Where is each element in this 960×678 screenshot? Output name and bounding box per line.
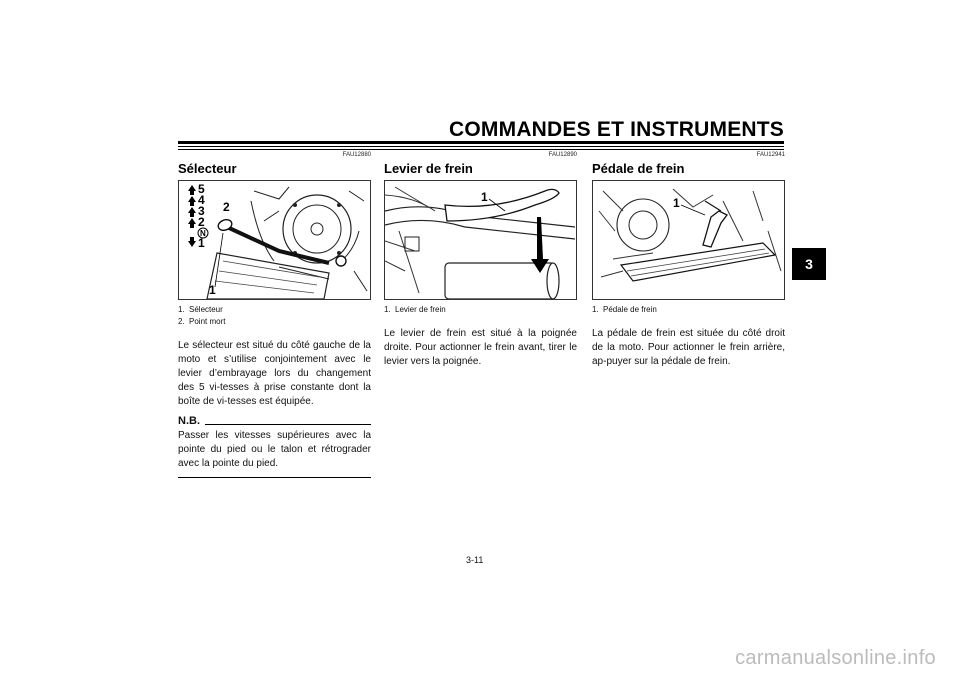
section-body: Le levier de frein est situé à la poignée droite. Pour actionner le frein avant, tirer le levier vers la poignée.: [384, 328, 577, 367]
brake-lever-figure: [384, 180, 577, 300]
page-number: 3-11: [466, 555, 484, 565]
section-body: La pédale de frein est située du côté droit de la moto. Pour actionner le frein arrière, ap-puyer sur la pédale de frein.: [592, 328, 785, 367]
gear-label: N: [200, 229, 206, 238]
section-title: Sélecteur: [178, 161, 237, 176]
callout-label: 1: [209, 283, 216, 297]
caption-number: 1.: [384, 305, 391, 314]
page-header-title: COMMANDES ET INSTRUMENTS: [449, 118, 784, 141]
note-label: N.B.: [178, 415, 200, 427]
caption-number: 2.: [178, 317, 185, 326]
caption-item: [178, 316, 371, 328]
gear-label: 5: [198, 182, 205, 196]
gear-label: 3: [198, 204, 205, 218]
section-selector: [178, 150, 371, 478]
brake-lever-illustration: [385, 181, 576, 299]
callout-label: 1: [673, 196, 680, 210]
brake-pedal-illustration: [593, 181, 784, 299]
section-code: FAU12890: [548, 152, 577, 158]
header-rule-thin: [178, 146, 784, 147]
caption-item: [384, 304, 577, 316]
section-body: Le sélecteur est situé du côté gauche de la moto et s’utilise conjointement avec le levier d’embrayage lors du changement des 5 vi-tesses à prise constante dont la boîte de vi-tesses est équipée.: [178, 340, 371, 407]
caption-number: 1.: [178, 305, 185, 314]
caption-text: Point mort: [189, 317, 226, 326]
section-title: Pédale de frein: [592, 161, 685, 176]
section-brake-lever: [384, 150, 577, 369]
figure-captions: [384, 304, 577, 316]
section-code: FAU12880: [342, 152, 371, 158]
gear-label: 4: [198, 193, 205, 207]
figure-captions: [178, 304, 371, 328]
caption-item: [178, 304, 371, 316]
caption-text: Sélecteur: [189, 305, 223, 314]
brake-pedal-figure: [592, 180, 785, 300]
chapter-tab: 3: [792, 248, 826, 280]
note-box: [178, 415, 371, 478]
note-end-rule: [178, 477, 371, 478]
section-title: Levier de frein: [384, 161, 473, 176]
gear-label: 1: [198, 236, 205, 250]
header-rule-thick: [178, 141, 784, 144]
caption-number: 1.: [592, 305, 599, 314]
selector-figure: [178, 180, 371, 300]
figure-captions: [592, 304, 785, 316]
note-header: [178, 415, 371, 427]
gear-label: 2: [198, 215, 205, 229]
caption-text: Pédale de frein: [603, 305, 657, 314]
section-code: FAU12941: [756, 152, 785, 158]
caption-text: Levier de frein: [395, 305, 446, 314]
callout-label: 1: [481, 190, 488, 204]
section-brake-pedal: [592, 150, 785, 369]
callout-label: 2: [223, 200, 230, 214]
note-text: Passer les vitesses supérieures avec la pointe du pied ou le talon et rétrograder avec la pointe du pied.: [178, 430, 371, 469]
selector-illustration: [179, 181, 370, 299]
caption-item: [592, 304, 785, 316]
watermark: carmanualsonline.info: [735, 647, 936, 669]
note-rule: [205, 424, 371, 425]
